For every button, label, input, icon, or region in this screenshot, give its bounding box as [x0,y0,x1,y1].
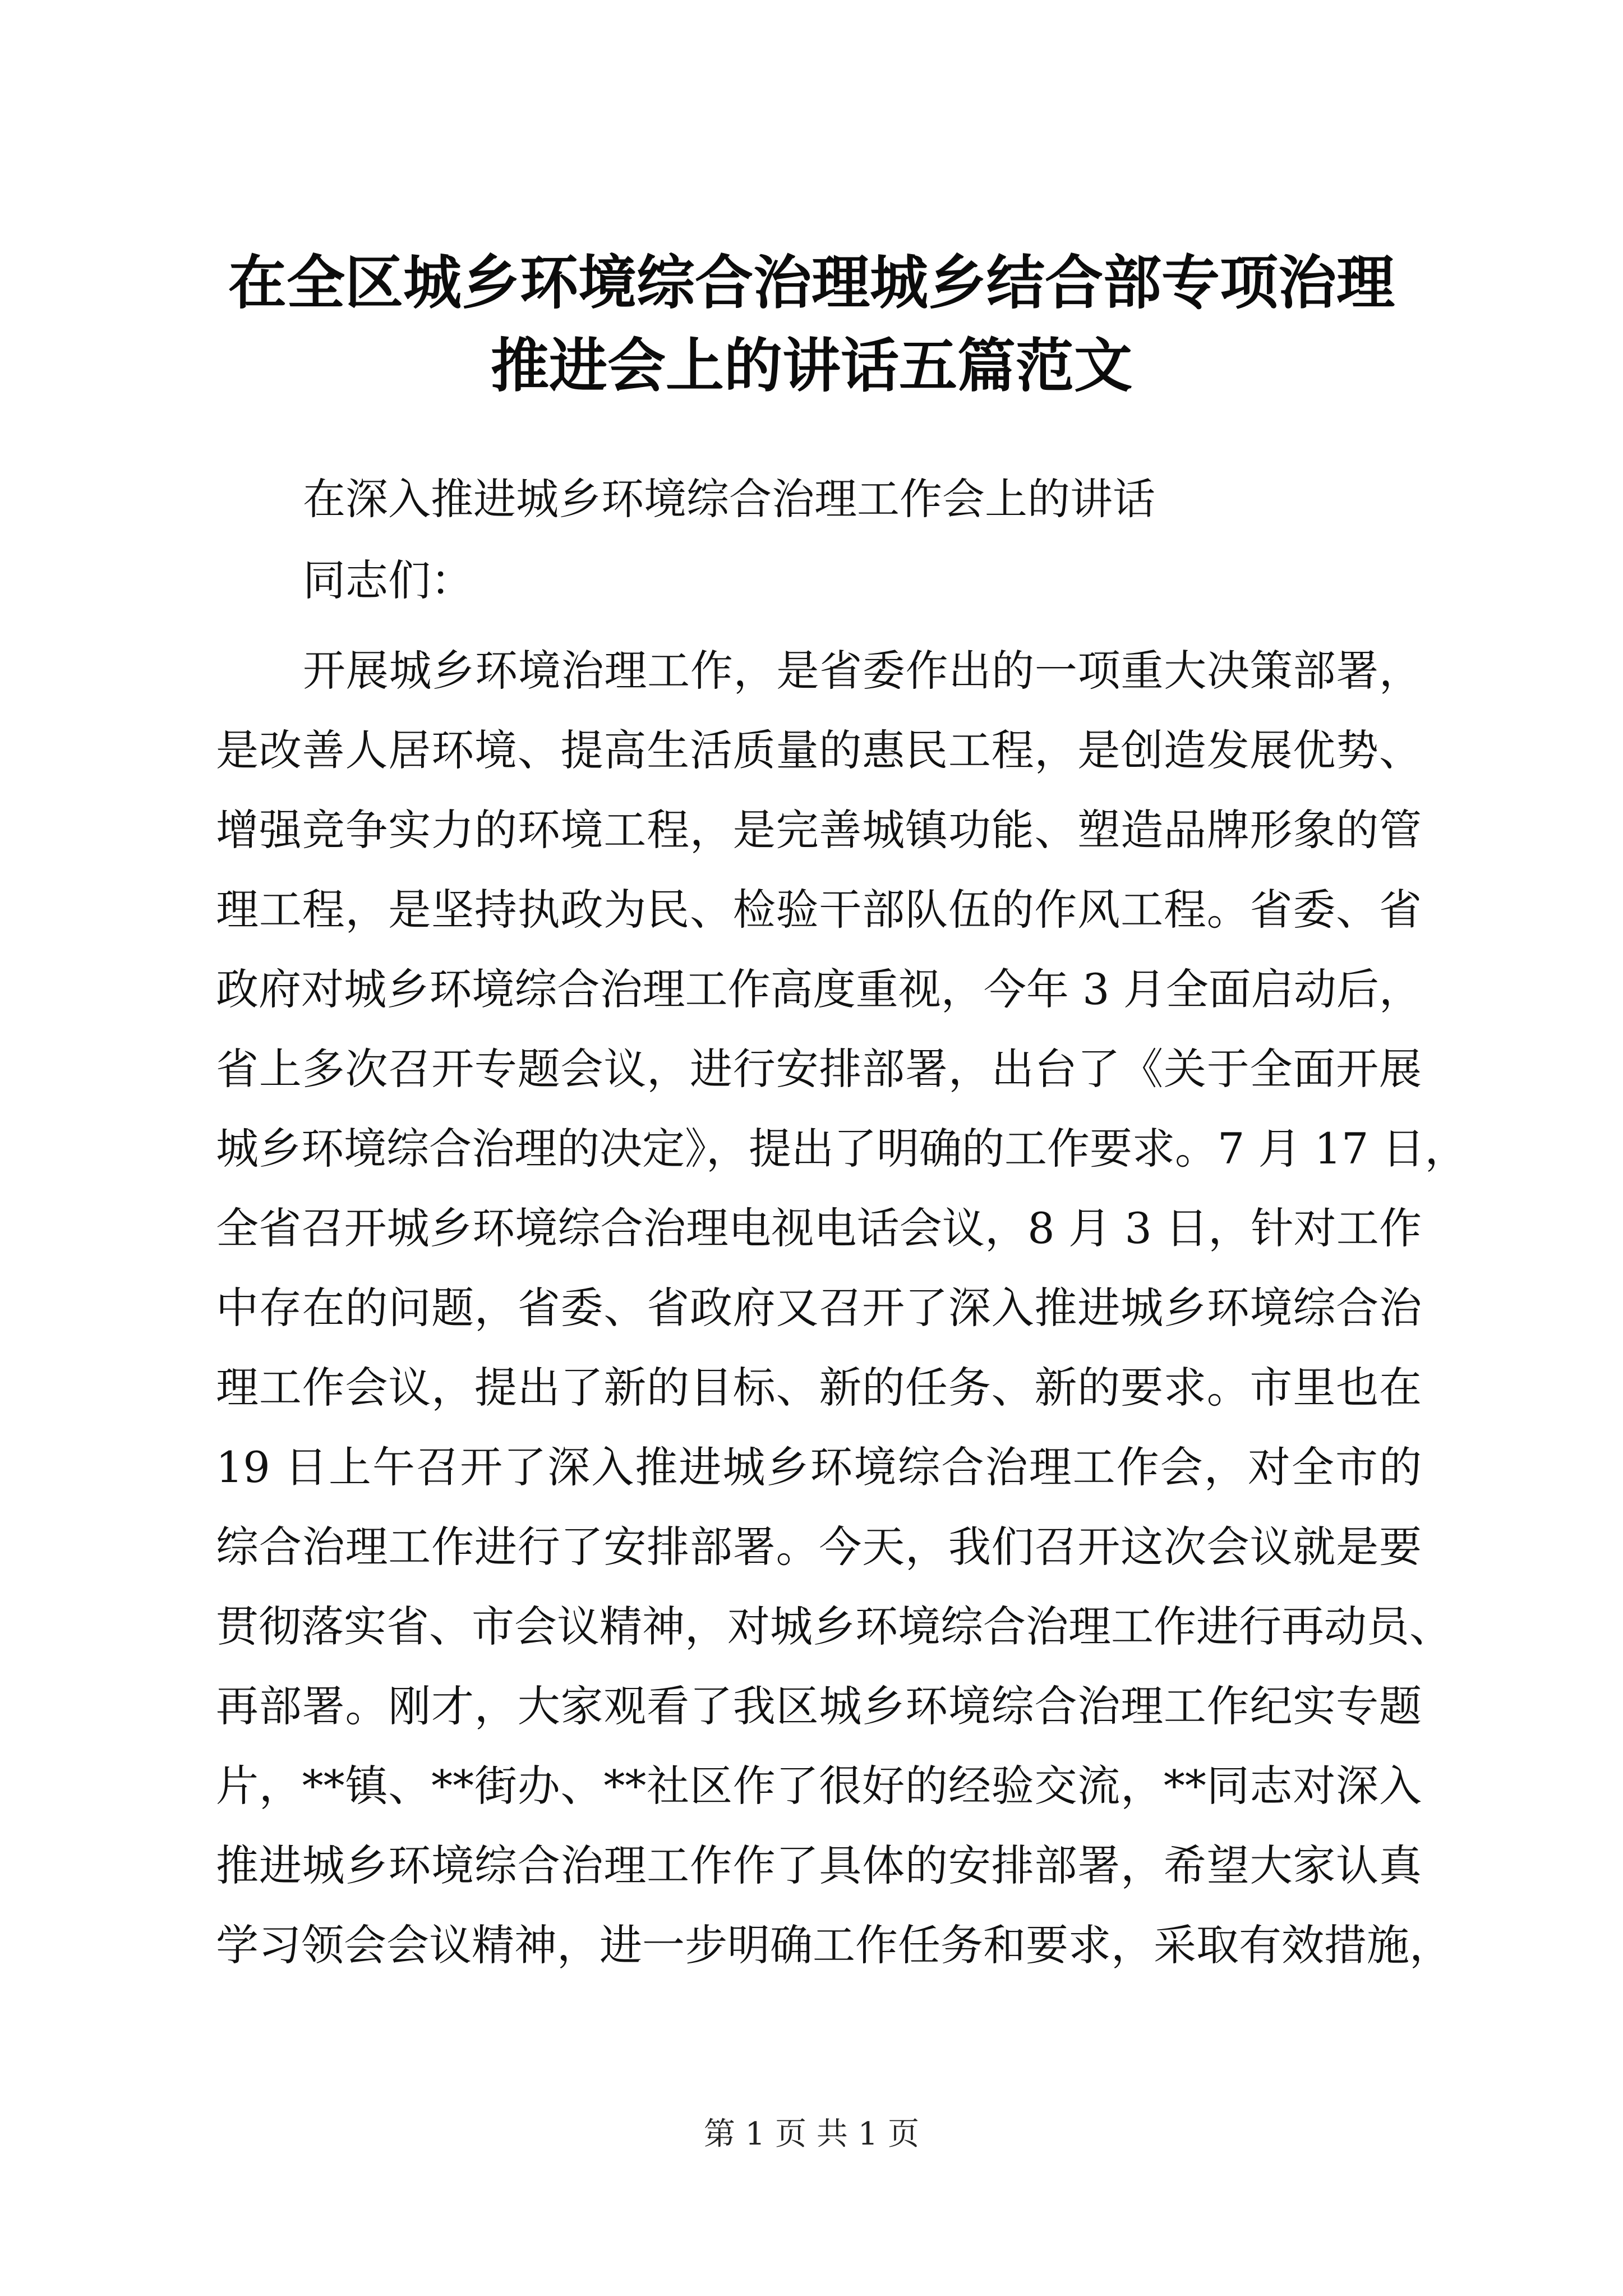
title-line-2: 推进会上的讲话五篇范文 [490,331,1132,400]
body-line: 是改善人居环境、提高生活质量的惠民工程，是创造发展优势、 [216,725,1422,775]
salutation: 同志们： [303,555,473,605]
body-line: 片，**镇、**街办、**社区作了很好的经验交流，**同志对深入 [216,1761,1422,1811]
body-line: 学习领会会议精神，进一步明确工作任务和要求，采取有效措施， [216,1920,1452,1970]
body-line: 城乡环境综合治理的决定》，提出了明确的工作要求。7 月 17 日， [216,1124,1468,1174]
speech-subtitle: 在深入推进城乡环境综合治理工作会上的讲话 [303,474,1155,524]
document-title [191,241,1432,407]
body-line: 全省召开城乡环境综合治理电视电话会议，8 月 3 日，针对工作 [216,1203,1422,1253]
body-line: 再部署。刚才，大家观看了我区城乡环境综合治理工作纪实专题 [216,1681,1422,1731]
body-line: 贯彻落实省、市会议精神，对城乡环境综合治理工作进行再动员、 [216,1602,1452,1651]
body-line: 开展城乡环境治理工作，是省委作出的一项重大决策部署， [303,646,1422,696]
body-line: 中存在的问题，省委、省政府又召开了深入推进城乡环境综合治 [216,1283,1422,1333]
body-line: 推进城乡环境综合治理工作作了具体的安排部署，希望大家认真 [216,1841,1422,1890]
body-line: 增强竞争实力的环境工程，是完善城镇功能、塑造品牌形象的管 [216,805,1422,855]
body-paragraph [216,631,1468,1985]
body-line: 理工程，是坚持执政为民、检验干部队伍的作风工程。省委、省 [216,885,1422,935]
title-line-1: 在全区城乡环境综合治理城乡结合部专项治理 [228,248,1395,317]
body-line: 综合治理工作进行了安排部署。今天，我们召开这次会议就是要 [216,1522,1422,1572]
page-footer: 第 1 页 共 1 页 [703,2116,920,2152]
body-line: 省上多次召开专题会议，进行安排部署，出台了《关于全面开展 [216,1044,1422,1094]
body-line: 政府对城乡环境综合治理工作高度重视，今年 3 月全面启动后， [216,964,1422,1014]
body-line: 19 日上午召开了深入推进城乡环境综合治理工作会，对全市的 [216,1442,1422,1492]
body-line: 理工作会议，提出了新的目标、新的任务、新的要求。市里也在 [216,1363,1422,1412]
